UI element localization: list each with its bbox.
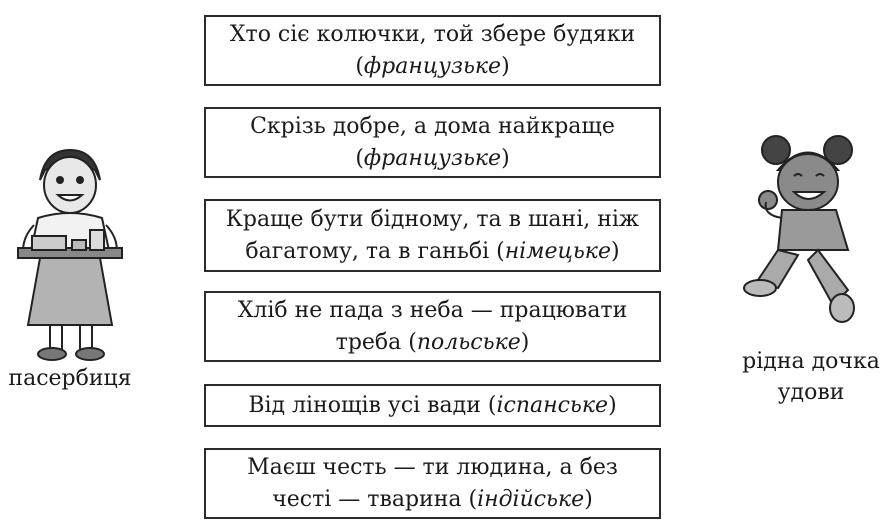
- proverb-origin-line: треба (польське): [335, 329, 530, 355]
- proverb-origin-line: честі — тварина (індійське): [272, 486, 593, 512]
- proverb-line-1: Хліб не пада з неба — працювати: [237, 297, 628, 323]
- proverb-line-1: Маєш честь — ти людина, а без: [247, 454, 618, 480]
- widows-daughter-illustration: [738, 130, 878, 340]
- right-caption-line-2: удови: [777, 380, 845, 405]
- proverb-box-4: [204, 291, 661, 362]
- proverb-origin-line: (французьке): [355, 145, 510, 171]
- proverb-box-5: [204, 384, 661, 427]
- proverb-origin: індійське: [477, 486, 585, 512]
- left-character-caption: пасербиця: [8, 366, 132, 391]
- proverb-origin-line: Від лінощів усі вади (іспанське): [248, 392, 617, 418]
- proverb-box-1: [204, 15, 661, 86]
- proverb-origin: французьке: [363, 145, 502, 171]
- proverb-origin-line: (французьке): [355, 53, 510, 79]
- proverb-box-6: [204, 448, 661, 519]
- right-caption-line-1: рідна дочка: [742, 349, 880, 374]
- proverb-origin: польське: [416, 329, 521, 355]
- proverb-line-1: Скрізь добре, а дома найкраще: [250, 113, 615, 139]
- proverb-line-1: Хто сіє колючки, той збере будяки: [229, 21, 636, 47]
- proverb-line-1: Краще бути бідному, та в шані, ніж: [225, 206, 640, 232]
- proverb-origin-line: багатому, та в ганьбі (німецьке): [245, 238, 620, 264]
- proverb-origin: іспанське: [496, 392, 609, 418]
- proverb-box-3: [204, 199, 661, 272]
- right-character-caption: [738, 346, 884, 408]
- proverb-origin: французьке: [363, 53, 502, 79]
- proverb-box-2: [204, 107, 661, 178]
- stepdaughter-illustration: [0, 140, 140, 440]
- proverb-origin: німецьке: [504, 238, 611, 264]
